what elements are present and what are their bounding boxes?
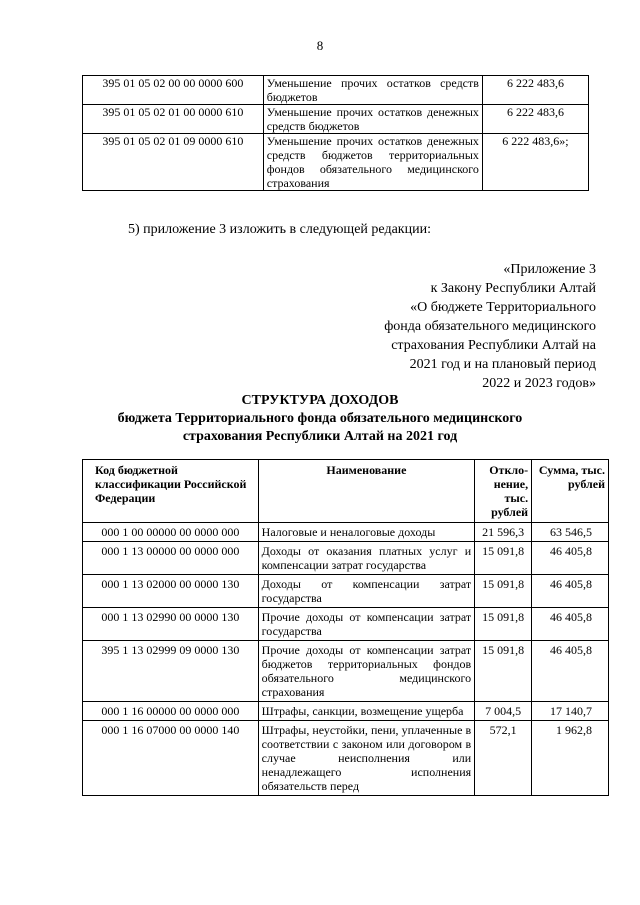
table-row [83, 134, 589, 191]
code-cell: 000 1 16 07000 00 0000 140 [83, 721, 259, 796]
code-cell: 000 1 13 02990 00 0000 130 [83, 608, 259, 641]
amount-cell: 6 222 483,6 [482, 105, 588, 134]
sum-cell: 63 546,5 [532, 523, 609, 542]
name-cell: Штрафы, санкции, возмещение ущерба [258, 702, 474, 721]
name-cell: Прочие доходы от компенсации затрат государства [258, 608, 474, 641]
deviation-cell: 15 091,8 [475, 542, 532, 575]
table-row [83, 105, 589, 134]
name-cell: Налоговые и неналоговые доходы [258, 523, 474, 542]
appendix-line: страхования Республики Алтай на [391, 338, 596, 353]
sum-cell: 1 962,8 [532, 721, 609, 796]
name-cell: Уменьшение прочих остатков денежных средств бюджетов территориальных фондов обязательного медицинского страхования [263, 134, 482, 191]
sum-cell: 46 405,8 [532, 542, 609, 575]
deviation-cell: 15 091,8 [475, 641, 532, 702]
appendix-reference [296, 260, 596, 393]
name-cell: Прочие доходы от компенсации затрат бюджетов территориальных фондов обязательного медицинского страхования [258, 641, 474, 702]
code-cell: 395 01 05 02 00 00 0000 600 [83, 76, 264, 105]
sum-cell: 46 405,8 [532, 608, 609, 641]
table-row [83, 575, 609, 608]
code-cell: 000 1 13 00000 00 0000 000 [83, 542, 259, 575]
name-cell: Доходы от компенсации затрат государства [258, 575, 474, 608]
name-cell: Доходы от оказания платных услуг и компенсации затрат государства [258, 542, 474, 575]
deviation-cell: 15 091,8 [475, 608, 532, 641]
amount-cell: 6 222 483,6»; [482, 134, 588, 191]
appendix-line: 2022 и 2023 годов» [482, 376, 596, 391]
code-cell: 000 1 16 00000 00 0000 000 [83, 702, 259, 721]
code-cell: 395 01 05 02 01 09 0000 610 [83, 134, 264, 191]
deviation-cell: 15 091,8 [475, 575, 532, 608]
table-row [83, 542, 609, 575]
amount-cell: 6 222 483,6 [482, 76, 588, 105]
name-cell: Уменьшение прочих остатков денежных средств бюджетов [263, 105, 482, 134]
code-cell: 000 1 13 02000 00 0000 130 [83, 575, 259, 608]
code-cell: 395 01 05 02 01 00 0000 610 [83, 105, 264, 134]
header-sum: Сумма, тыс. рублей [532, 460, 609, 523]
deviation-cell: 21 596,3 [475, 523, 532, 542]
name-cell: Уменьшение прочих остатков средств бюджетов [263, 76, 482, 105]
sum-cell: 17 140,7 [532, 702, 609, 721]
appendix-line: 2021 год и на плановый период [409, 357, 596, 372]
header-code: Код бюджетной классификации Российской Федерации [83, 460, 259, 523]
appendix-line: «О бюджете Территориального [410, 300, 596, 315]
table-row [83, 76, 589, 105]
subtitle-line: бюджета Территориального фонда обязательного медицинского [117, 411, 523, 426]
sources-table [82, 75, 589, 191]
appendix-line: «Приложение 3 [503, 262, 596, 277]
header-deviation: Откло-нение, тыс. рублей [475, 460, 532, 523]
sum-cell: 46 405,8 [532, 575, 609, 608]
sum-cell: 46 405,8 [532, 641, 609, 702]
table-row [83, 641, 609, 702]
document-title: СТРУКТУРА ДОХОДОВ [241, 393, 399, 408]
code-cell: 000 1 00 00000 00 0000 000 [83, 523, 259, 542]
table-row [83, 702, 609, 721]
appendix-line: фонда обязательного медицинского [384, 319, 596, 334]
subtitle-line: страхования Республики Алтай на 2021 год [182, 429, 458, 444]
appendix-line: к Закону Республики Алтай [430, 281, 596, 296]
table-row [83, 608, 609, 641]
amendment-text: 5) приложение 3 изложить в следующей редакции: [128, 222, 431, 237]
table-row [83, 523, 609, 542]
header-name: Наименование [258, 460, 474, 523]
deviation-cell: 7 004,5 [475, 702, 532, 721]
table-header-row [83, 460, 609, 523]
table-row [83, 721, 609, 796]
deviation-cell: 572,1 [475, 721, 532, 796]
name-cell: Штрафы, неустойки, пени, уплаченные в соответствии с законом или договором в случае неисполнения или ненадлежащего исполнения обязательств перед [258, 721, 474, 796]
income-structure-table [82, 459, 609, 796]
page-number: 8 [316, 38, 324, 53]
document-subtitle [0, 410, 640, 446]
code-cell: 395 1 13 02999 09 0000 130 [83, 641, 259, 702]
